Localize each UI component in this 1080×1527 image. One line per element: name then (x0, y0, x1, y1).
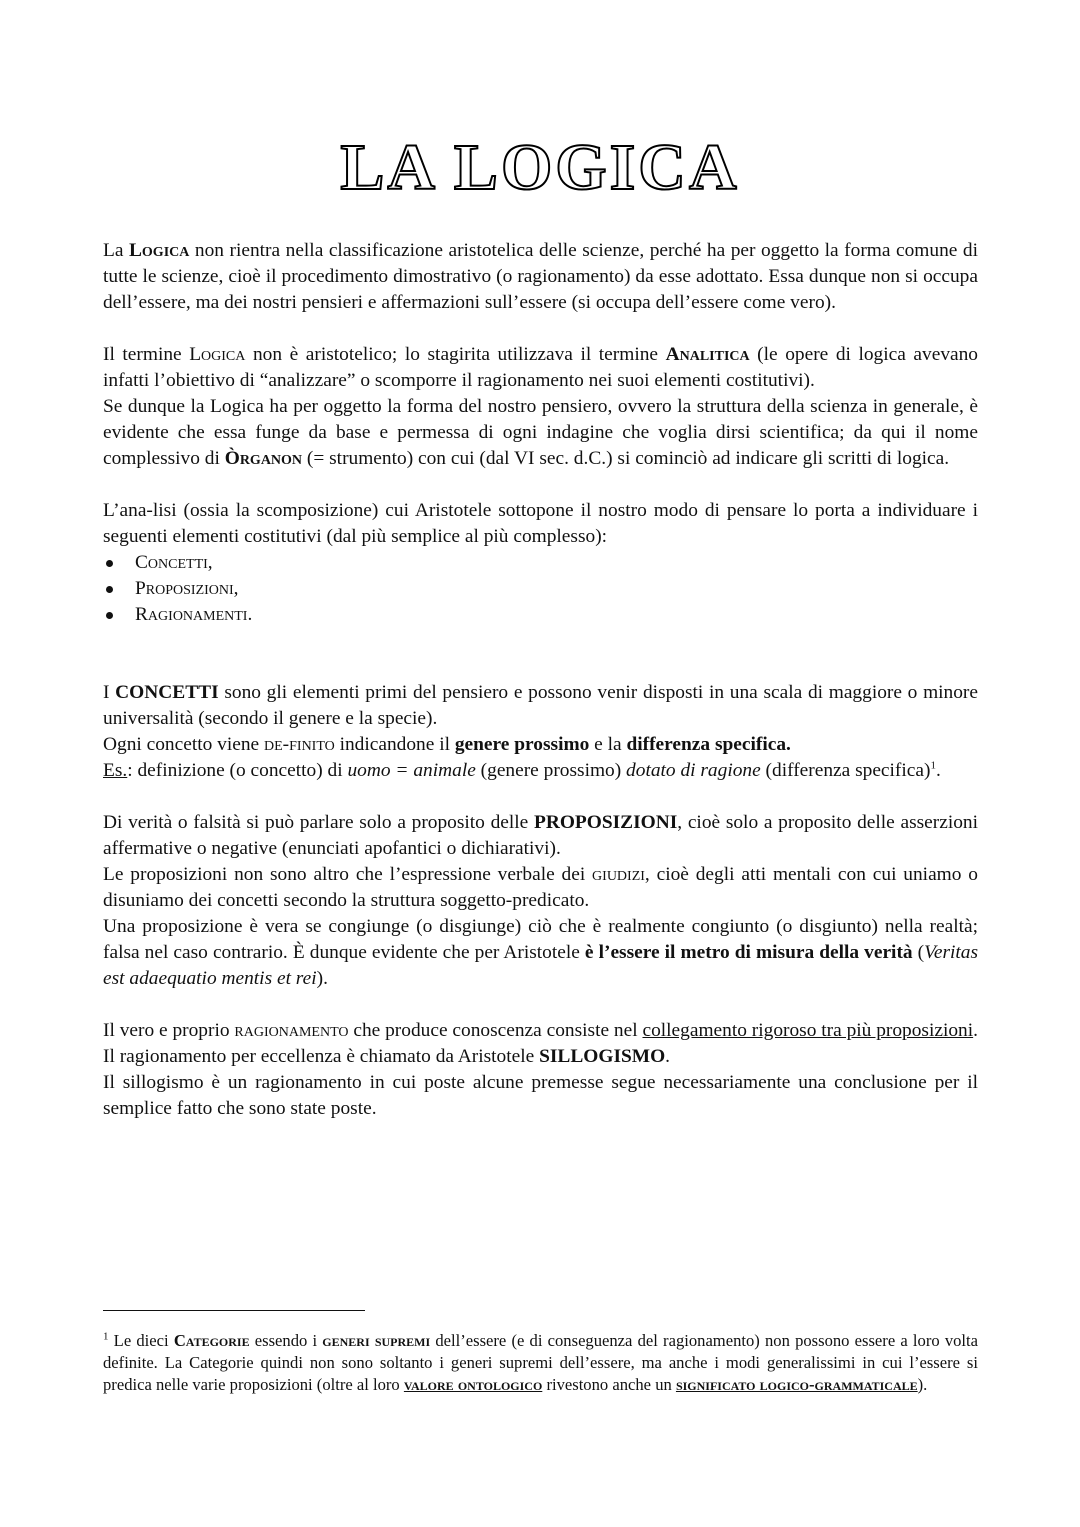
term-sillogismo: SILLOGISMO (539, 1046, 666, 1067)
paragraph-termine (103, 342, 978, 394)
footnote-separator (103, 1310, 365, 1311)
paragraph-analisi: L’ana-lisi (ossia la scomposizione) cui Aristotele sottopone il nostro modo di pensare lo porta a individuare i seguenti elementi costitutivi (dal più semplice al più complesso): (103, 500, 978, 547)
text: (differenza specifica) (760, 760, 931, 781)
term-categorie: Categorie (173, 1331, 250, 1350)
text: indicandone il (334, 734, 455, 755)
term-collegamento: collegamento rigoroso tra più proposizioni (642, 1020, 974, 1041)
term-valore-ontologico: valore ontologico (403, 1375, 543, 1394)
elements-list (103, 550, 978, 628)
footnote (103, 1330, 978, 1396)
paragraph-ragionamento (103, 1018, 978, 1070)
list-item-label: Concetti, (135, 552, 213, 573)
text: : definizione (o concetto) di (127, 760, 348, 781)
bullet-icon (106, 560, 113, 567)
text: Il termine (103, 344, 190, 365)
text: Il vero e proprio (103, 1020, 235, 1041)
paragraph-organon (103, 394, 978, 472)
term-logica: Logica (189, 344, 246, 365)
text: essendo i (249, 1331, 323, 1350)
text: (le opere di logica avevano infatti l’obiettivo di “analizzare” o scomporre il ragionamento nei suoi elementi costitutivi). (103, 344, 979, 391)
text: sono gli elementi primi del pensiero e possono venir disposti in una scala di maggiore o minore universalità (secondo il genere e la specie). (103, 682, 978, 729)
text: La (103, 240, 129, 261)
text: (genere prossimo) (475, 760, 627, 781)
text: rivestono anche un (542, 1375, 676, 1394)
bullet-icon (106, 586, 113, 593)
page-title: LA LOGICA (340, 131, 740, 204)
text: Ogni concetto viene (103, 734, 264, 755)
text: Le dieci (108, 1331, 174, 1350)
term-organon: Òrganon (224, 448, 303, 469)
term-ragionamento: ragionamento (234, 1020, 349, 1041)
paragraph-esempio (103, 758, 978, 784)
paragraph-intro (103, 238, 978, 316)
list-item-label: Ragionamenti. (135, 604, 253, 625)
list-item (103, 602, 978, 628)
text: , cioè degli atti mentali con cui uniamo o disuniamo dei concetti secondo la struttura soggetto-predicato. (103, 864, 978, 911)
paragraph-concetti (103, 680, 978, 732)
bullet-icon (106, 612, 113, 619)
term-concetti: CONCETTI (115, 682, 219, 703)
text: e la (589, 734, 627, 755)
term-uomo: uomo = animale (347, 760, 476, 781)
list-item-label: Proposizioni, (135, 578, 239, 599)
example-label: Es. (103, 760, 128, 781)
term-logica: Logica (128, 240, 190, 261)
text: I (103, 682, 116, 703)
text: (= strumento) con cui (dal VI sec. d.C.) si cominciò ad indicare gli scritti di logica. (302, 448, 950, 469)
text: dell’essere (e di conseguenza del ragionamento) non possono essere a loro volta definite. La Categorie quindi non sono soltanto i generi supremi dell’essere, ma anche i modi generalissimi in cui l’essere si predica nelle varie proposizioni (oltre al loro (103, 1331, 979, 1394)
text: Se dunque la Logica ha per oggetto la forma del nostro pensiero, ovvero la struttura della scienza in generale, è evidente che essa funge da base e permessa di ogni indagine che voglia dirsi scientifica; da qui il nome complessivo di (103, 396, 978, 469)
text: . (935, 760, 941, 781)
paragraph-sillogismo: Il sillogismo è un ragionamento in cui poste alcune premesse segue necessariamente una conclusione per il semplice fatto che sono state poste. (103, 1072, 978, 1119)
text: ). (316, 968, 328, 989)
term-giudizi: giudizi (592, 864, 645, 885)
term-analitica: Analitica (665, 344, 750, 365)
term-significato: significato logico-grammaticale (675, 1375, 918, 1394)
latin-quote: Veritas est adaequatio mentis et rei (103, 942, 979, 989)
text: ( (912, 942, 925, 963)
document-body (103, 238, 978, 1122)
list-item (103, 576, 978, 602)
text: non rientra nella classificazione aristotelica delle scienze, perché ha per oggetto la forma comune di tutte le scienze, cioè il procedimento dimostrativo (o ragionamento) da esse adottato. Essa dunque non si occupa dell’essere, ma dei nostri pensieri e affermazioni sull’essere (si occupa dell’essere come vero). (103, 240, 978, 313)
text: non è aristotelico; lo stagirita utilizzava il termine (245, 344, 666, 365)
term-definito: de-finito (264, 734, 335, 755)
text: . Il ragionamento per eccellenza è chiamato da Aristotele (103, 1020, 979, 1067)
paragraph-giudizi (103, 862, 978, 914)
footnote-ref[interactable]: 1 (930, 759, 936, 772)
term-genere-prossimo: genere prossimo (454, 734, 590, 755)
text: Una proposizione è vera se congiunge (o disgiunge) ciò che è realmente congiunto (o disgiunto) nella realtà; falsa nel caso contrario. È dunque evidente che per Aristotele (103, 916, 978, 963)
term-dotato-di-ragione: dotato di ragione (626, 760, 761, 781)
text: ). (917, 1375, 928, 1394)
footnote-number: 1 (103, 1330, 109, 1343)
text: Le proposizioni non sono altro che l’espressione verbale dei (103, 864, 593, 885)
paragraph-proposizioni (103, 810, 978, 862)
term-metro-verita: è l’essere il metro di misura della verità (584, 942, 913, 963)
text: che produce conoscenza consiste nel (348, 1020, 643, 1041)
term-generi-supremi: generi supremi (322, 1331, 431, 1350)
term-differenza-specifica: differenza specifica. (626, 734, 791, 755)
text: , cioè solo a proposito delle asserzioni affermative o negative (enunciati apofantici o dichiarativi). (103, 812, 978, 859)
term-proposizioni: PROPOSIZIONI (533, 812, 678, 833)
text: . (665, 1046, 671, 1067)
list-item (103, 550, 978, 576)
paragraph-definizione (103, 732, 978, 758)
paragraph-verita (103, 914, 978, 992)
text: Di verità o falsità si può parlare solo a proposito delle (103, 812, 534, 833)
